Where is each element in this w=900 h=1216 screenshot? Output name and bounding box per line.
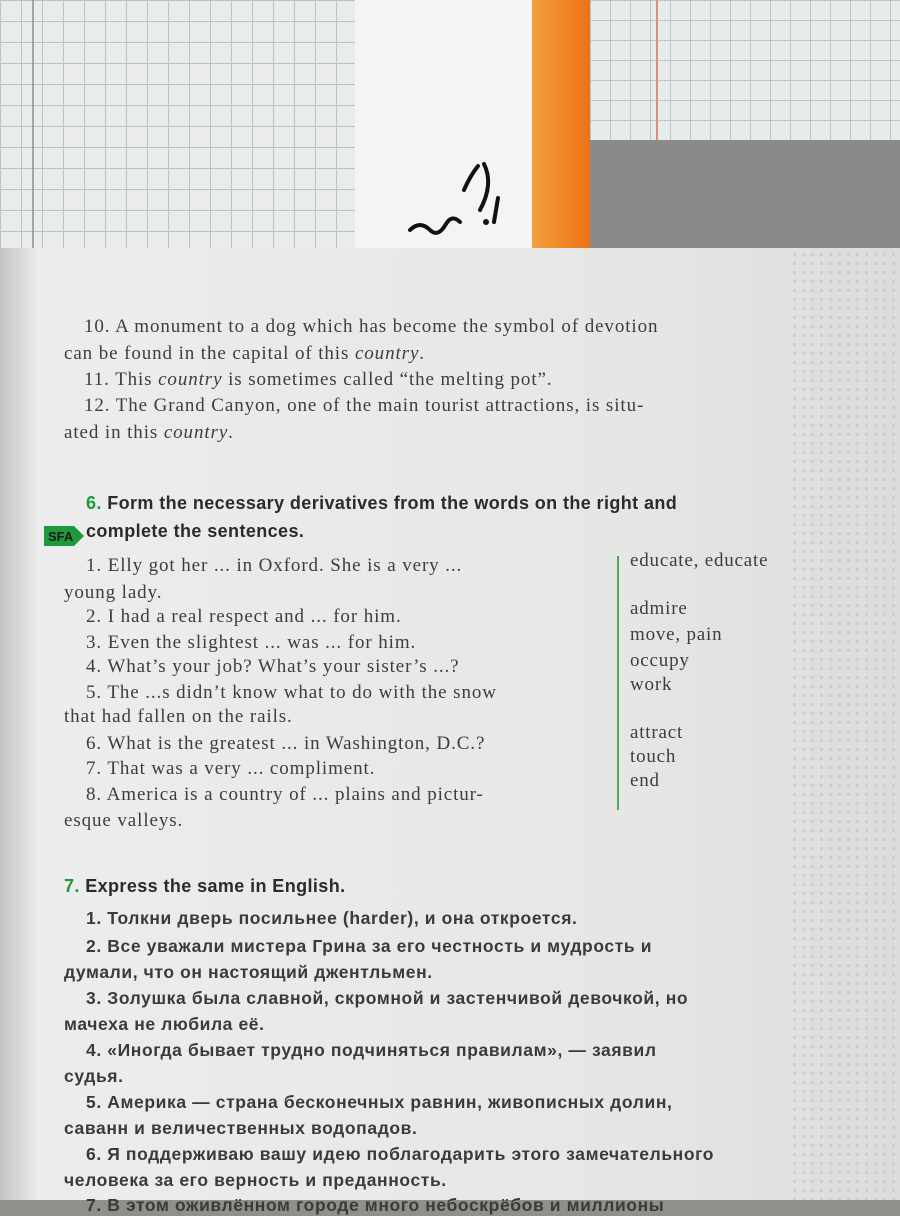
sentence-line: 6. What is the greatest ... in Washington, D.C.? bbox=[86, 733, 486, 754]
translation-line: мачеха не любила её. bbox=[64, 1014, 265, 1034]
sentence-line: 4. What’s your job? What’s your sister’s ...? bbox=[86, 656, 460, 677]
exercise-7-number: 7. bbox=[64, 876, 80, 896]
exercise-6-number: 6. bbox=[86, 493, 102, 513]
translation-line: 1. Толкни дверь посильнее (harder), и она откроется. bbox=[86, 908, 578, 928]
sentence-line: esque valleys. bbox=[64, 810, 184, 831]
word-column-divider bbox=[617, 556, 619, 810]
clue-text: is sometimes called “the melting pot”. bbox=[222, 369, 553, 390]
translation-line: человека за его верность и преданность. bbox=[64, 1170, 447, 1190]
sentence-line: 1. Elly got her ... in Oxford. She is a very ... bbox=[86, 555, 463, 576]
base-word: move, pain bbox=[630, 624, 723, 645]
base-word: touch bbox=[630, 746, 677, 767]
base-word: work bbox=[630, 674, 673, 695]
clue-text: The Grand Canyon, one of the main tourist attractions, is situ- bbox=[115, 395, 645, 416]
translation-line: 4. «Иногда бывает трудно подчиняться правилам», — заявил bbox=[86, 1040, 657, 1060]
base-word: end bbox=[630, 770, 660, 791]
translation-line: 2. Все уважали мистера Грина за его честность и мудрость и bbox=[86, 936, 653, 956]
emphasized-word: country bbox=[354, 343, 420, 364]
exercise-6-title-line1: Form the necessary derivatives from the words on the right and bbox=[107, 493, 678, 513]
clue-text: ated in this bbox=[64, 422, 164, 443]
clue-text: . bbox=[228, 422, 234, 443]
emphasized-word: country bbox=[163, 422, 229, 443]
sentence-line: 5. The ...s didn’t know what to do with the snow bbox=[86, 682, 497, 703]
exercise-7-title bbox=[64, 876, 346, 897]
clue-text: can be found in the capital of this bbox=[64, 343, 355, 364]
clue-line bbox=[84, 369, 553, 391]
clue-text: A monument to a dog which has become the symbol of devotion bbox=[115, 316, 659, 337]
translation-line: думали, что он настоящий джентльмен. bbox=[64, 962, 433, 982]
sentence-line: young lady. bbox=[64, 582, 163, 603]
sfa-badge-label: SFA bbox=[48, 529, 74, 544]
emphasized-word: country bbox=[158, 369, 223, 390]
sfa-badge-icon bbox=[44, 524, 84, 548]
exercise-7-title-text: Express the same in English. bbox=[85, 876, 346, 896]
sentence-line: 8. America is a country of ... plains and pictur- bbox=[86, 784, 484, 805]
grid-notebook-right bbox=[590, 0, 900, 140]
dot-pattern-margin bbox=[790, 250, 900, 1200]
translation-line: 3. Золушка была славной, скромной и застенчивой девочкой, но bbox=[86, 988, 689, 1008]
sentence-line: 2. I had a real respect and ... for him. bbox=[86, 606, 402, 627]
page-shadow bbox=[0, 248, 40, 1200]
notebook-red-margin bbox=[656, 0, 658, 140]
clue-text: This bbox=[115, 369, 159, 390]
notebook-margin-line bbox=[32, 0, 34, 262]
exercise-6-title-line2: complete the sentences. bbox=[86, 521, 305, 541]
clue-text: . bbox=[419, 343, 425, 364]
clue-line bbox=[84, 316, 658, 338]
translation-line: саванн и величественных водопадов. bbox=[64, 1118, 418, 1138]
base-word: attract bbox=[630, 722, 684, 743]
base-word: admire bbox=[630, 598, 688, 619]
translation-line: 7. В этом оживлённом городе много небоскрёбов и миллионы bbox=[86, 1195, 665, 1215]
sentence-line: 7. That was a very ... compliment. bbox=[86, 758, 376, 779]
sentence-line: 3. Even the slightest ... was ... for him. bbox=[86, 632, 417, 653]
clue-line bbox=[84, 395, 644, 417]
translation-line: судья. bbox=[64, 1066, 124, 1086]
clue-number: 10. bbox=[84, 316, 116, 337]
exercise-6-title bbox=[86, 493, 677, 514]
sentence-line: that had fallen on the rails. bbox=[64, 706, 293, 727]
clue-line bbox=[64, 422, 234, 444]
base-word: occupy bbox=[630, 650, 690, 671]
handwriting-scribble bbox=[400, 150, 520, 250]
translation-line: 5. Америка — страна бесконечных равнин, живописных долин, bbox=[86, 1092, 673, 1112]
clue-number: 12. bbox=[84, 395, 116, 416]
base-word: educate, educate bbox=[630, 550, 769, 571]
desk-surface bbox=[590, 140, 900, 262]
translation-line: 6. Я поддерживаю вашу идею поблагодарить этого замечательного bbox=[86, 1144, 715, 1164]
clue-number: 11. bbox=[84, 369, 116, 390]
clue-line bbox=[64, 343, 425, 365]
